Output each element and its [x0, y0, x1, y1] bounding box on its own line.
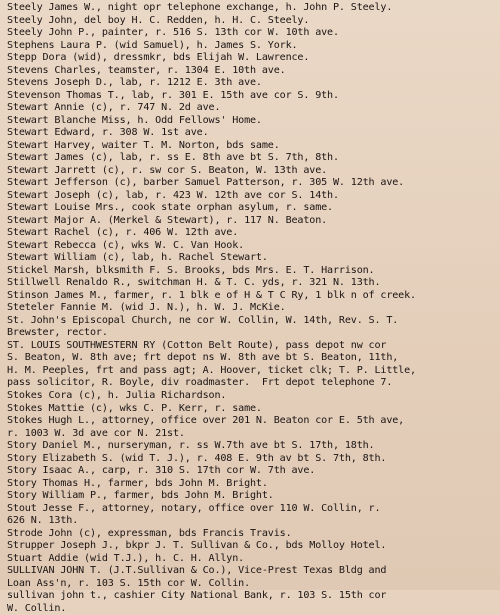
directory-line: Story Elizabeth S. (wid T. J.), r. 408 E. 9th av bt S. 7th, 8th.	[7, 452, 387, 464]
directory-line: Story William P., farmer, bds John M. Bright.	[7, 490, 274, 502]
directory-line: Stevenson Thomas T., lab, r. 301 E. 15th ave cor S. 9th.	[7, 89, 339, 101]
directory-line: 626 N. 13th.	[7, 515, 79, 527]
directory-line: Stewart Jefferson (c), barber Samuel Patterson, r. 305 W. 12th ave.	[7, 177, 405, 189]
directory-line: Steteler Fannie M. (wid J. N.), h. W. J. McKie.	[7, 302, 286, 314]
directory-line: Strode John (c), expressman, bds Francis Travis.	[7, 527, 292, 539]
directory-line: Stevens Charles, teamster, r. 1304 E. 10th ave.	[7, 64, 286, 76]
directory-line: Steely James W., night opr telephone exchange, h. John P. Steely.	[7, 2, 393, 13]
directory-line: Stout Jesse F., attorney, notary, office over 110 W. Collin, r.	[7, 502, 381, 514]
directory-line: H. M. Peeples, frt and pass agt; A. Hoover, ticket clk; T. P. Little,	[7, 364, 416, 376]
directory-line: SULLIVAN JOHN T. (J.T.Sullivan & Co.), Vice-Prest Texas Bldg and	[7, 565, 387, 577]
directory-line: Stewart Jarrett (c), r. sw cor S. Beaton, W. 13th ave.	[7, 164, 328, 176]
directory-line: sullivan john t., cashier City National Bank, r. 103 S. 15th cor	[7, 590, 387, 602]
directory-line: Stinson James M., farmer, r. 1 blk e of H & T C Ry, 1 blk n of creek.	[7, 289, 416, 301]
directory-line: pass solicitor, R. Boyle, div roadmaster. Frt depot telephone 7.	[7, 377, 393, 389]
directory-line: Stokes Cora (c), h. Julia Richardson.	[7, 389, 227, 401]
directory-line: Steely John, del boy H. C. Redden, h. H. C. Steely.	[7, 14, 310, 26]
directory-line: Loan Ass'n, r. 103 S. 15th cor W. Collin.	[7, 577, 251, 589]
directory-line: Brewster, rector.	[7, 327, 108, 339]
directory-line: W. Collin.	[7, 602, 67, 614]
directory-line: Stewart Louise Mrs., cook state orphan asylum, r. same.	[7, 202, 333, 214]
directory-line: Stokes Mattie (c), wks C. P. Kerr, r. same.	[7, 402, 262, 414]
directory-line: Stewart Rebecca (c), wks W. C. Van Hook.	[7, 239, 245, 251]
directory-line: St. John's Episcopal Church, ne cor W. Collin, W. 14th, Rev. S. T.	[7, 314, 399, 326]
directory-line: Stewart James (c), lab, r. ss E. 8th ave bt S. 7th, 8th.	[7, 152, 339, 164]
directory-line: Stevens Joseph D., lab, r. 1212 E. 3th ave.	[7, 77, 262, 89]
directory-line: r. 1003 W. 3d ave cor N. 21st.	[7, 427, 185, 439]
directory-line: Stepp Dora (wid), dressmkr, bds Elijah W. Lawrence.	[7, 52, 310, 64]
directory-line: Story Isaac A., carp, r. 310 S. 17th cor W. 7th ave.	[7, 465, 316, 477]
directory-line: Steely John P., painter, r. 516 S. 13th cor W. 10th ave.	[7, 27, 339, 39]
directory-line: Stillwell Renaldo R., switchman H. & T. C. yds, r. 321 N. 13th.	[7, 277, 381, 289]
directory-line: Strupper Joseph J., bkpr J. T. Sullivan & Co., bds Molloy Hotel.	[7, 540, 387, 552]
directory-line: Stephens Laura P. (wid Samuel), h. James S. York.	[7, 39, 298, 51]
directory-line: Stewart Major A. (Merkel & Stewart), r. 117 N. Beaton.	[7, 214, 328, 226]
directory-line: Stewart Joseph (c), lab, r. 423 W. 12th ave cor S. 14th.	[7, 189, 339, 201]
directory-line: Stewart William (c), lab, h. Rachel Stewart.	[7, 252, 268, 264]
directory-line: Stickel Marsh, blksmith F. S. Brooks, bds Mrs. E. T. Harrison.	[7, 264, 375, 276]
directory-line: Story Daniel M., nurseryman, r. ss W.7th ave bt S. 17th, 18th.	[7, 440, 375, 452]
directory-line: Stewart Rachel (c), r. 406 W. 12th ave.	[7, 227, 239, 239]
directory-line: Stuart Addie (wid T.J.), h. C. H. Allyn.	[7, 552, 245, 564]
directory-line: Stewart Annie (c), r. 747 N. 2d ave.	[7, 102, 221, 114]
directory-line: S. Beaton, W. 8th ave; frt depot ns W. 8th ave bt S. Beaton, 11th,	[7, 352, 399, 364]
directory-line: Stokes Hugh L., attorney, office over 201 N. Beaton cor E. 5th ave,	[7, 415, 405, 427]
directory-line: Stewart Harvey, waiter T. M. Norton, bds same.	[7, 139, 280, 151]
directory-line: Stewart Edward, r. 308 W. 1st ave.	[7, 127, 209, 139]
directory-line: ST. LOUIS SOUTHWESTERN RY (Cotton Belt Route), pass depot nw cor	[7, 339, 387, 351]
directory-line: Story Thomas H., farmer, bds John M. Bright.	[7, 477, 268, 489]
directory-line: Stewart Blanche Miss, h. Odd Fellows' Home.	[7, 114, 262, 126]
